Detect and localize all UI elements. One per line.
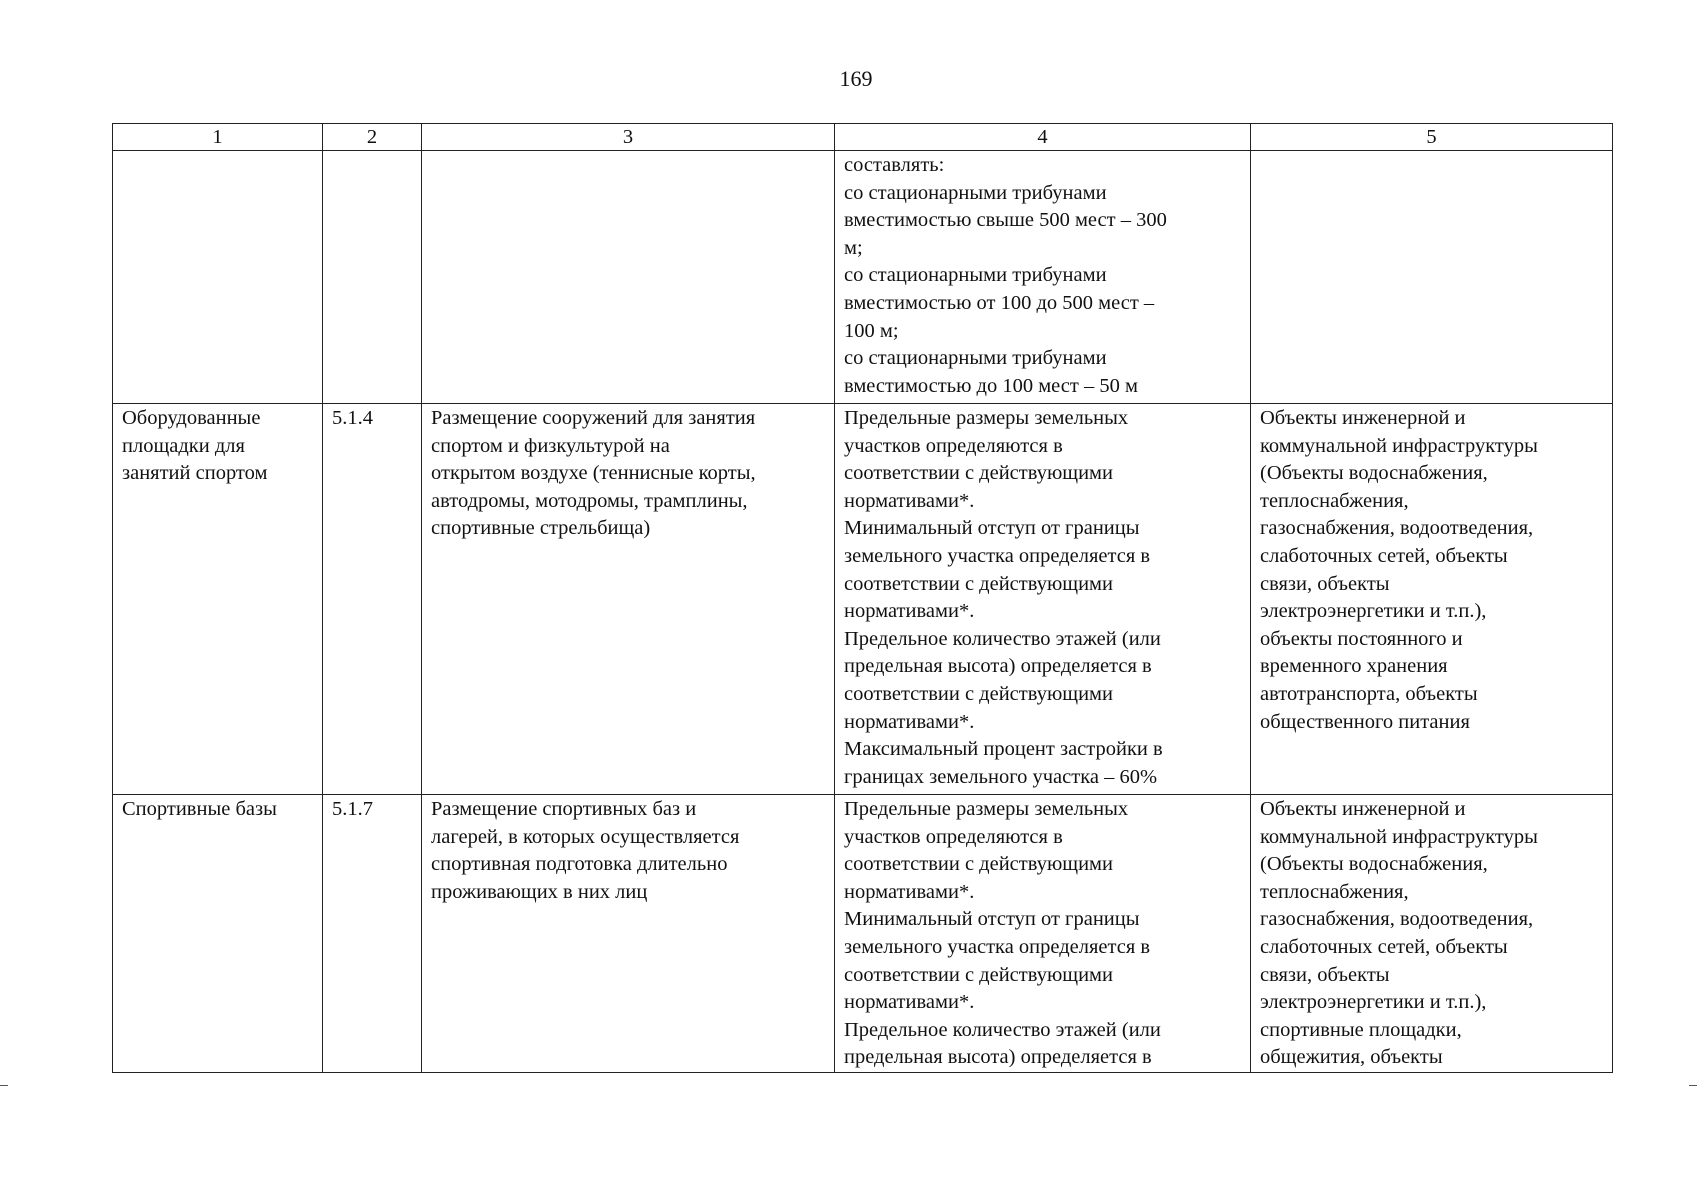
cell-text-line: соответствии с действующими (844, 572, 1113, 595)
cell-text-line: (Объекты водоснабжения, (1260, 462, 1488, 485)
cell-description (422, 151, 835, 404)
table-row (113, 151, 1613, 404)
cell-text-line: объекты постоянного и (1260, 627, 1463, 650)
cell-text-line: предельная высота) определяется в (844, 655, 1152, 678)
cell-text-line: занятий спортом (122, 462, 268, 485)
cell-text-line: коммунальной инфраструктуры (1260, 825, 1538, 848)
cell-text-line: Предельные размеры земельных (844, 407, 1129, 429)
cell-text-line: вместимостью от 100 до 500 мест – (844, 291, 1155, 314)
header-col-4: 4 (835, 124, 1251, 151)
cell-text-line: составлять: (844, 154, 945, 176)
cell-text-line: теплоснабжения, (1260, 880, 1409, 903)
cell-text-line: Объекты инженерной и (1260, 407, 1466, 429)
cell-text-line: нормативами*. (844, 991, 975, 1014)
cell-use-name (113, 151, 323, 404)
cell-text-line: нормативами*. (844, 600, 975, 623)
cell-text-line: земельного участка определяется в (844, 935, 1151, 958)
cell-text-line: электроэнергетики и т.п.), (1260, 600, 1487, 623)
cell-text-line: м; (844, 236, 863, 259)
cell-use-name (113, 404, 323, 795)
cell-text-line: со стационарными трибунами (844, 181, 1107, 204)
cell-text-line: спортивная подготовка длительно (431, 853, 728, 876)
cell-text-line: Оборудованные (122, 407, 261, 429)
cell-text-line: автодромы, мотодромы, трамплины, (431, 489, 748, 512)
header-col-5: 5 (1251, 124, 1613, 151)
header-col-1: 1 (113, 124, 323, 151)
cell-text-line: теплоснабжения, (1260, 489, 1409, 512)
cell-text-line: Размещение спортивных баз и (431, 798, 697, 820)
cell-text-line: границах земельного участка – 60% (844, 765, 1158, 788)
cell-text-line: лагерей, в которых осуществляется (431, 825, 740, 848)
cell-text-line: соответствии с действующими (844, 963, 1113, 986)
header-row (113, 124, 1613, 151)
cell-text-line: участков определяются в (844, 825, 1063, 848)
cell-text-line: Минимальный отступ от границы (844, 517, 1140, 540)
page-number: 169 (839, 66, 873, 91)
cell-text-line: связи, объекты (1260, 963, 1390, 986)
cell-text-line: газоснабжения, водоотведения, (1260, 908, 1534, 931)
cell-text-line: 100 м; (844, 319, 899, 342)
cell-text-line: электроэнергетики и т.п.), (1260, 991, 1487, 1014)
table-row (113, 795, 1613, 1073)
cell-text-line: нормативами*. (844, 489, 975, 512)
land-use-table (112, 123, 1613, 1073)
cell-text-line: временного хранения (1260, 655, 1448, 678)
cell-use-name (113, 795, 323, 1073)
cell-text-line: (Объекты водоснабжения, (1260, 853, 1488, 876)
cell-parameters (835, 404, 1251, 795)
cell-text-line: Предельные размеры земельных (844, 798, 1129, 820)
cell-auxiliary-uses (1251, 795, 1613, 1073)
cell-text-line: земельного участка определяется в (844, 544, 1151, 567)
cell-text-line: со стационарными трибунами (844, 347, 1107, 370)
cell-text-line: коммунальной инфраструктуры (1260, 434, 1538, 457)
margin-mark-right (1689, 1085, 1697, 1086)
cell-use-code (323, 151, 422, 404)
cell-text-line: проживающих в них лиц (431, 880, 648, 903)
cell-text-line: нормативами*. (844, 880, 975, 903)
table-body (113, 151, 1613, 1073)
margin-mark-left (0, 1085, 8, 1086)
cell-text-line: Спортивные базы (122, 798, 277, 820)
cell-text-line: спортивные площадки, (1260, 1018, 1462, 1041)
cell-description (422, 404, 835, 795)
cell-text-line: Предельное количество этажей (или (844, 627, 1161, 650)
table-header (113, 124, 1613, 151)
header-col-2: 2 (323, 124, 422, 151)
cell-auxiliary-uses (1251, 151, 1613, 404)
cell-use-code: 5.1.4 (323, 404, 422, 795)
cell-text-line: спортивные стрельбища) (431, 517, 651, 540)
cell-parameters (835, 795, 1251, 1073)
cell-text-line: Объекты инженерной и (1260, 798, 1466, 820)
cell-text-line: Размещение сооружений для занятия (431, 407, 756, 429)
cell-text-line: Максимальный процент застройки в (844, 738, 1163, 761)
cell-text-line: слаботочных сетей, объекты (1260, 935, 1508, 958)
cell-text-line: площадки для (122, 434, 245, 457)
cell-auxiliary-uses (1251, 404, 1613, 795)
cell-text-line: предельная высота) определяется в (844, 1046, 1152, 1069)
cell-text-line: соответствии с действующими (844, 682, 1113, 705)
cell-text-line: Минимальный отступ от границы (844, 908, 1140, 931)
cell-text-line: слаботочных сетей, объекты (1260, 544, 1508, 567)
cell-text-line: вместимостью свыше 500 мест – 300 (844, 209, 1167, 232)
table-row (113, 404, 1613, 795)
cell-parameters (835, 151, 1251, 404)
cell-text-line: открытом воздухе (теннисные корты, (431, 462, 756, 485)
cell-text-line: общественного питания (1260, 710, 1470, 733)
cell-description (422, 795, 835, 1073)
cell-text-line: со стационарными трибунами (844, 264, 1107, 287)
cell-text-line: вместимостью до 100 мест – 50 м (844, 374, 1138, 397)
header-col-3: 3 (422, 124, 835, 151)
cell-text-line: спортом и физкультурой на (431, 434, 670, 457)
cell-text-line: участков определяются в (844, 434, 1063, 457)
cell-text-line: нормативами*. (844, 710, 975, 733)
cell-text-line: Предельное количество этажей (или (844, 1018, 1161, 1041)
cell-use-code: 5.1.7 (323, 795, 422, 1073)
cell-text-line: соответствии с действующими (844, 462, 1113, 485)
cell-text-line: газоснабжения, водоотведения, (1260, 517, 1534, 540)
cell-text-line: общежития, объекты (1260, 1046, 1443, 1069)
cell-text-line: соответствии с действующими (844, 853, 1113, 876)
cell-text-line: связи, объекты (1260, 572, 1390, 595)
cell-text-line: автотранспорта, объекты (1260, 682, 1478, 705)
